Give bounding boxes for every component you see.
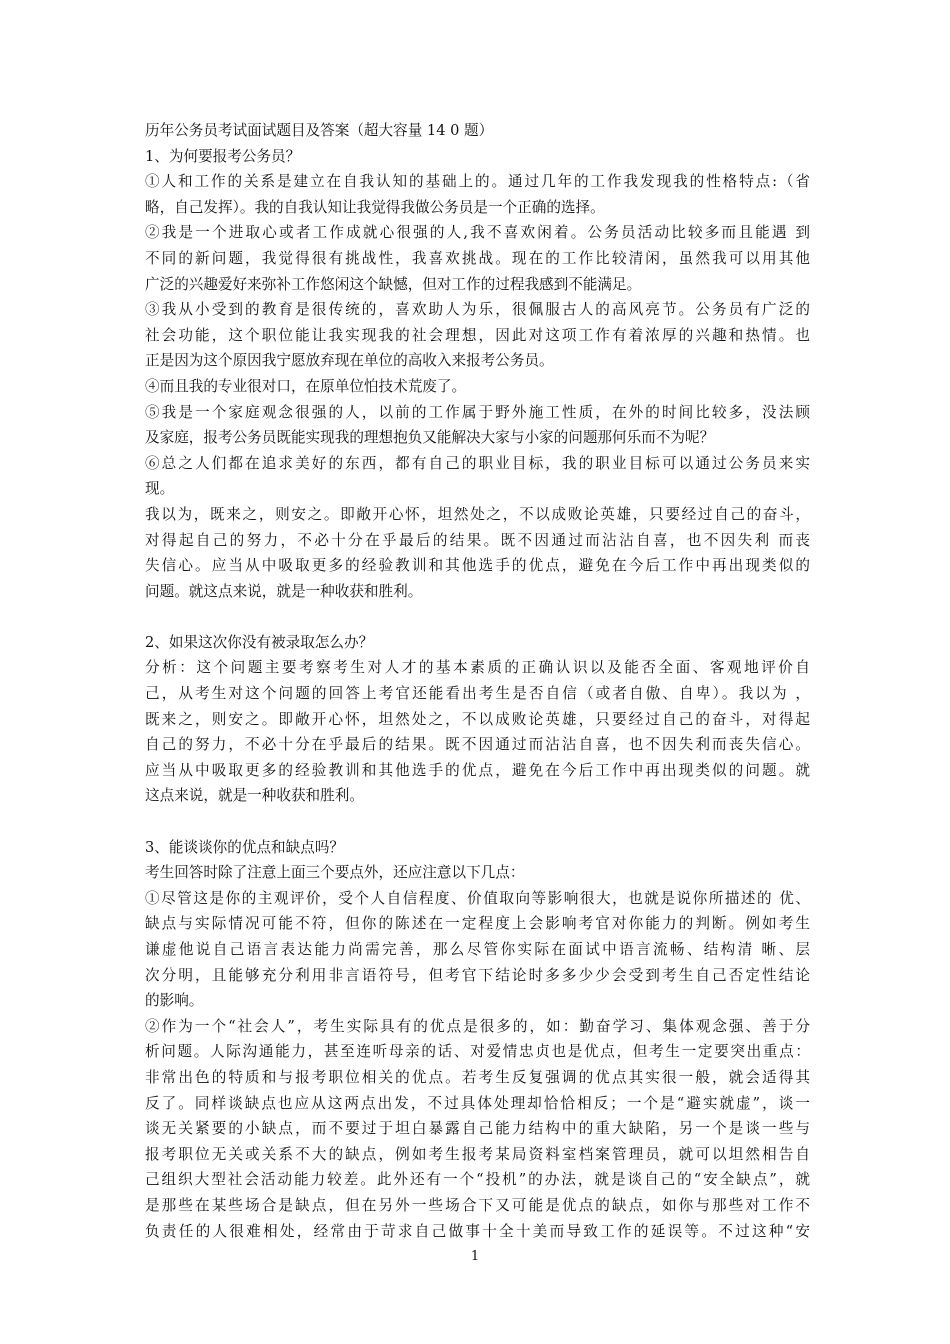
paragraph-gap: [145, 604, 810, 630]
text-line: ③我从小受到的教育是很传统的，喜欢助人为乐，很佩服古人的高风亮节。公务员有广泛的: [145, 301, 810, 319]
question-3-heading: 3、能谈谈你的优点和缺点吗？: [145, 838, 345, 856]
text-line: 考生回答时除了注意上面三个要点外，还应注意以下几点：: [145, 864, 525, 882]
text-line: 既来之，则安之。即敞开心怀，坦然处之，不以成败论英雄，只要经过自己的奋斗，对得起: [145, 710, 810, 728]
text-line: 及家庭，报考公务员既能实现我的理想抱负又能解决大家与小家的问题那何乐而不为呢？: [145, 429, 715, 447]
text-line: 自己的努力，不必十分在乎最后的结果。既不因通过而沾沾自喜，也不因失利而丧失信心。: [145, 736, 810, 754]
text-line: ②作为一个“社会人”，考生实际具有的优点是很多的，如：勤奋学习、集体观念强、善于分: [145, 1017, 810, 1035]
page-number: 1: [470, 1249, 480, 1264]
document-title: 历年公务员考试面试题目及答案（超大容量 14 0 题）: [145, 122, 494, 139]
text-line: 己组织大型社会活动能力较差。此外还有一个“投机”的办法，就是谈自己的“安全缺点”，就: [145, 1171, 810, 1189]
text-line: 报考职位无关或关系不大的缺点，例如考生报考某局资料室档案管理员，就可以坦然相告自: [145, 1145, 810, 1163]
text-line: 略，自己发挥）。我的自我认知让我觉得我做公务员是一个正确的选择。: [145, 198, 605, 216]
text-line: ②我是一个进取心或者工作成就心很强的人,我不喜欢闲着。公务员活动比较多而且能遇 到: [145, 224, 810, 242]
text-line: ④而且我的专业很对口，在原单位怕技术荒废了。: [145, 377, 467, 395]
text-line: ①人和工作的关系是建立在自我认知的基础上的。通过几年的工作我发现我的性格特点:（省: [145, 173, 810, 191]
text-line: 非常出色的特质和与报考职位相关的优点。若考生反复强调的优点其实很一般，就会适得其: [145, 1068, 810, 1086]
text-line: 的影响。: [145, 992, 204, 1010]
text-line: 谦虚他说自己语言表达能力尚需完善，那么尽管你实际在面试中语言流畅、结构清 晰、层: [145, 941, 810, 958]
question-2-heading: 2、如果这次你没有被录取怎么办？: [145, 633, 374, 651]
text-line: ⑤我是一个家庭观念很强的人，以前的工作属于野外施工性质，在外的时间比较多，没法顾: [145, 403, 810, 421]
text-line: 我以为，既来之，则安之。即敞开心怀，坦然处之，不以成败论英雄，只要经过自己的奋斗，: [145, 505, 810, 523]
text-line: 负责任的人很难相处，经常由于苛求自己做事十全十美而导致工作的延误等。不过这种“安: [145, 1222, 810, 1240]
text-line: 缺点与实际情况可能不符，但你的陈述在一定程度上会影响考官对你能力的判断。例如考生: [145, 915, 810, 933]
text-line: ①尽管这是你的主观评价，受个人自信程度、价值取向等影响很大，也就是说你所描述的 优、: [145, 889, 810, 907]
document-body: [145, 118, 810, 1244]
text-line: 问题。就这点来说，就是一种收获和胜利。: [145, 582, 423, 600]
paragraph-gap: [145, 809, 810, 835]
text-line: 是那些在某些场合是缺点，但在另外一些场合下又可能是优点的缺点，如你与那些对工作不: [145, 1196, 810, 1214]
text-line: 析问题。人际沟通能力，甚至连听母亲的话、对爱情忠贞也是优点，但考生一定要突出重点：: [145, 1043, 810, 1061]
text-line: 社会功能，这个职位能让我实现我的社会理想，因此对这项工作有着浓厚的兴趣和热情。也: [145, 326, 810, 344]
text-line: 不同的新问题，我觉得很有挑战性，我喜欢挑战。现在的工作比较清闲，虽然我可以用其他: [145, 249, 810, 267]
question-1-heading: 1、为何要报考公务员？: [145, 147, 301, 165]
text-line: 谈无关紧要的小缺点，而不要过于坦白暴露自己能力结构中的重大缺陷，另一个是谈一些与: [145, 1120, 810, 1138]
text-line: 反了。同样谈缺点也应从这两点出发，不过具体处理却恰恰相反；一个是“避实就虚”，谈一: [145, 1094, 810, 1112]
text-line: ⑥总之人们都在追求美好的东西，都有自己的职业目标，我的职业目标可以通过公务员来实: [145, 454, 810, 472]
text-line: 次分明，且能够充分利用非言语符号，但考官下结论时多多少少会受到考生自己否定性结论: [145, 966, 810, 984]
text-line: 己，从考生对这个问题的回答上考官还能看出考生是否自信（或者自傲、自卑）。我以为 ，: [145, 685, 810, 703]
text-line: 分析：这个问题主要考察考生对人才的基本素质的正确认识以及能否全面、客观地评价自: [145, 659, 810, 677]
text-line: 正是因为这个原因我宁愿放弃现在单位的高收入来报考公务员。: [145, 352, 554, 370]
text-line: 广泛的兴趣爱好来弥补工作悠闲这个缺憾，但对工作的过程我感到不能满足。: [145, 275, 642, 293]
text-line: 对得起自己的努力，不必十分在乎最后的结果。既不因通过而沾沾自喜，也不因失利 而丧: [145, 531, 810, 549]
text-line: 这点来说，就是一种收获和胜利。: [145, 787, 364, 805]
text-line: 现。: [145, 480, 175, 498]
text-line: 应当从中吸取更多的经验教训和其他选手的优点，避免在今后工作中再出现类似的问题。就: [145, 761, 810, 779]
text-line: 失信心。应当从中吸取更多的经验教训和其他选手的优点，避免在今后工作中再出现类似的: [145, 557, 810, 575]
